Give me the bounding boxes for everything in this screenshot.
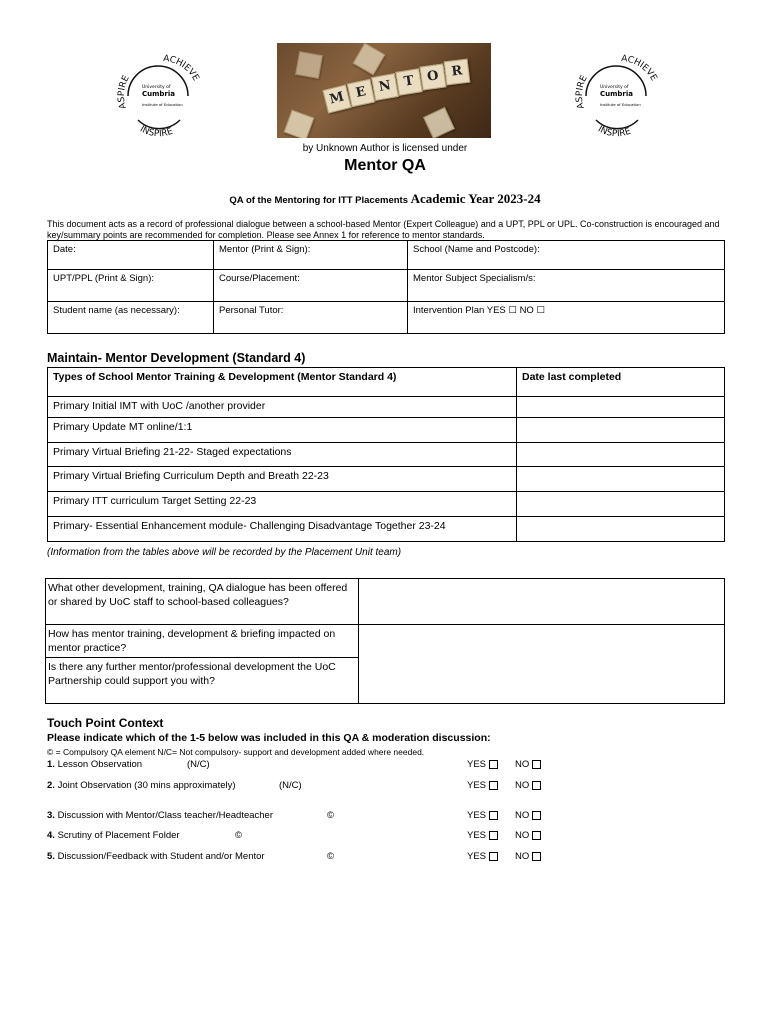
item-tag: © [327,810,334,821]
mentor-scrabble-photo [277,43,491,138]
item-number: 4. [47,830,55,841]
no-checkbox[interactable] [532,852,541,861]
date-field[interactable]: Date: [48,241,214,270]
dev-item: Primary- Essential Enhancement module- Challenging Disadvantage Together 23-24 [48,517,517,542]
item-number: 2. [47,780,55,791]
touchpoint-item-3 [47,810,567,821]
mentor-field[interactable]: Mentor (Print & Sign): [214,241,408,270]
logo-university-line2: Cumbria [142,90,176,98]
academic-year: Academic Year 2023-24 [410,191,541,206]
course-placement-field[interactable]: Course/Placement: [214,270,408,302]
touchpoint-title: Touch Point Context [47,716,164,730]
no-option[interactable] [515,759,541,770]
subject-specialism-field[interactable]: Mentor Subject Specialism/s: [408,270,725,302]
yes-option[interactable] [467,851,498,862]
no-option[interactable] [515,851,541,862]
touchpoint-item-4 [47,830,567,841]
intervention-plan-field[interactable]: Intervention Plan YES ☐ NO ☐ [408,302,725,334]
item-label: Lesson Observation [57,759,143,770]
svg-text:ASPIRE [117,74,132,110]
development-col-type: Types of School Mentor Training & Development (Mentor Standard 4) [48,368,517,397]
logo-achieve-text: ACHIEVE [162,53,201,83]
no-label: NO [515,780,530,791]
touchpoint-item-1 [47,759,567,770]
dev-date-cell[interactable] [517,397,725,418]
intro-paragraph: This document acts as a record of professional dialogue between a school-based Mentor (Expert Colleague) and a UPT, PPL or UPL. Co-construction is encouraged and key/summary points are recommended for completion. Please see Annex 1 for reference to mentor standards. [47,219,720,240]
no-option[interactable] [515,830,541,841]
tile-r: R [444,59,471,86]
yes-checkbox[interactable] [489,811,498,820]
tile-m: M [322,84,351,113]
item-label: Discussion with Mentor/Class teacher/Headteacher [57,810,274,821]
logo-institute: Institute of Education [142,102,183,107]
item-tag: © [235,830,242,841]
item-number: 3. [47,810,55,821]
photo-caption: by Unknown Author is licensed under [302,143,468,154]
logo-inspire-text: INSPIRE [137,124,175,140]
yes-label: YES [467,830,487,841]
no-checkbox[interactable] [532,781,541,790]
tile-decor-3 [423,107,455,138]
yes-option[interactable] [467,759,498,770]
development-col-date: Date last completed [517,368,725,397]
no-checkbox[interactable] [532,831,541,840]
question-2: How has mentor training, development & briefing impacted on mentor practice? [46,625,359,658]
touchpoint-item-5 [47,851,567,862]
no-label: NO [515,810,530,821]
dev-date-cell[interactable] [517,517,725,542]
svg-text:ASPIRE [575,74,590,110]
questions-table [45,578,725,704]
no-checkbox[interactable] [532,760,541,769]
university-logo-left [108,46,208,146]
tile-e: E [347,79,375,107]
item-number: 1. [47,759,55,770]
dev-item: Primary Virtual Briefing Curriculum Depth and Breath 22-23 [48,467,517,492]
yes-checkbox[interactable] [489,781,498,790]
development-heading: Maintain- Mentor Development (Standard 4) [47,351,306,365]
tile-o: O [419,63,446,90]
subtitle-text: QA of the Mentoring for ITT Placements [229,195,408,206]
yes-checkbox[interactable] [489,852,498,861]
dev-item: Primary Update MT online/1:1 [48,418,517,443]
student-name-field[interactable]: Student name (as necessary): [48,302,214,334]
item-tag: (N/C) [187,759,210,770]
yes-option[interactable] [467,830,498,841]
yes-checkbox[interactable] [489,760,498,769]
tile-decor-4 [295,51,323,79]
item-tag: © [327,851,334,862]
page-subtitle [0,191,770,207]
tile-n: N [371,73,399,101]
development-table [47,367,725,542]
placement-unit-note: (Information from the tables above will be recorded by the Placement Unit team) [47,547,402,558]
yes-option[interactable] [467,810,498,821]
university-logo-right [566,46,666,146]
touchpoint-subtitle: Please indicate which of the 1-5 below was included in this QA & moderation discussion: [47,732,491,744]
tile-decor-1 [284,110,315,138]
yes-label: YES [467,810,487,821]
logo2-university-line1: University of [600,85,629,90]
dev-item: Primary Initial IMT with UoC /another provider [48,397,517,418]
yes-checkbox[interactable] [489,831,498,840]
tile-decor-2 [353,43,386,75]
no-checkbox[interactable] [532,811,541,820]
touchpoint-note: © = Compulsory QA element N/C= Not compulsory- support and development added where needed. [47,747,425,757]
yes-label: YES [467,851,487,862]
no-label: NO [515,759,530,770]
dev-date-cell[interactable] [517,443,725,467]
answer-2[interactable] [359,625,725,704]
tile-t: T [395,68,422,95]
touchpoint-item-2 [47,780,567,791]
item-label: Joint Observation (30 mins approximately) [57,780,236,791]
dev-item: Primary Virtual Briefing 21-22- Staged expectations [48,443,517,467]
question-1: What other development, training, QA dialogue has been offered or shared by UoC staff to school-based colleagues? [46,579,359,625]
answer-1[interactable] [359,579,725,625]
no-option[interactable] [515,780,541,791]
yes-option[interactable] [467,780,498,791]
no-label: NO [515,830,530,841]
logo-university-line1: University of [142,85,171,90]
no-option[interactable] [515,810,541,821]
logo2-university-line2: Cumbria [600,90,634,98]
logo2-achieve-text: ACHIEVE [620,53,659,83]
logo2-aspire-text: ASPIRE [574,74,590,110]
logo2-institute: Institute of Education [600,102,641,107]
question-3: Is there any further mentor/professional development the UoC Partnership could support you with? [46,658,359,704]
item-label: Discussion/Feedback with Student and/or Mentor [57,851,265,862]
yes-label: YES [467,780,487,791]
upt-ppl-field[interactable]: UPT/PPL (Print & Sign): [48,270,214,302]
personal-tutor-field[interactable]: Personal Tutor: [214,302,408,334]
logo-aspire-text: ASPIRE [116,74,132,110]
page-title: Mentor QA [344,157,426,174]
details-table [47,240,725,334]
logo2-inspire-text: INSPIRE [595,124,633,140]
dev-item: Primary ITT curriculum Target Setting 22-23 [48,492,517,517]
school-field[interactable]: School (Name and Postcode): [408,241,725,270]
yes-label: YES [467,759,487,770]
no-label: NO [515,851,530,862]
dev-date-cell[interactable] [517,467,725,492]
item-number: 5. [47,851,55,862]
dev-date-cell[interactable] [517,492,725,517]
item-label: Scrutiny of Placement Folder [57,830,180,841]
item-tag: (N/C) [279,780,302,791]
dev-date-cell[interactable] [517,418,725,443]
